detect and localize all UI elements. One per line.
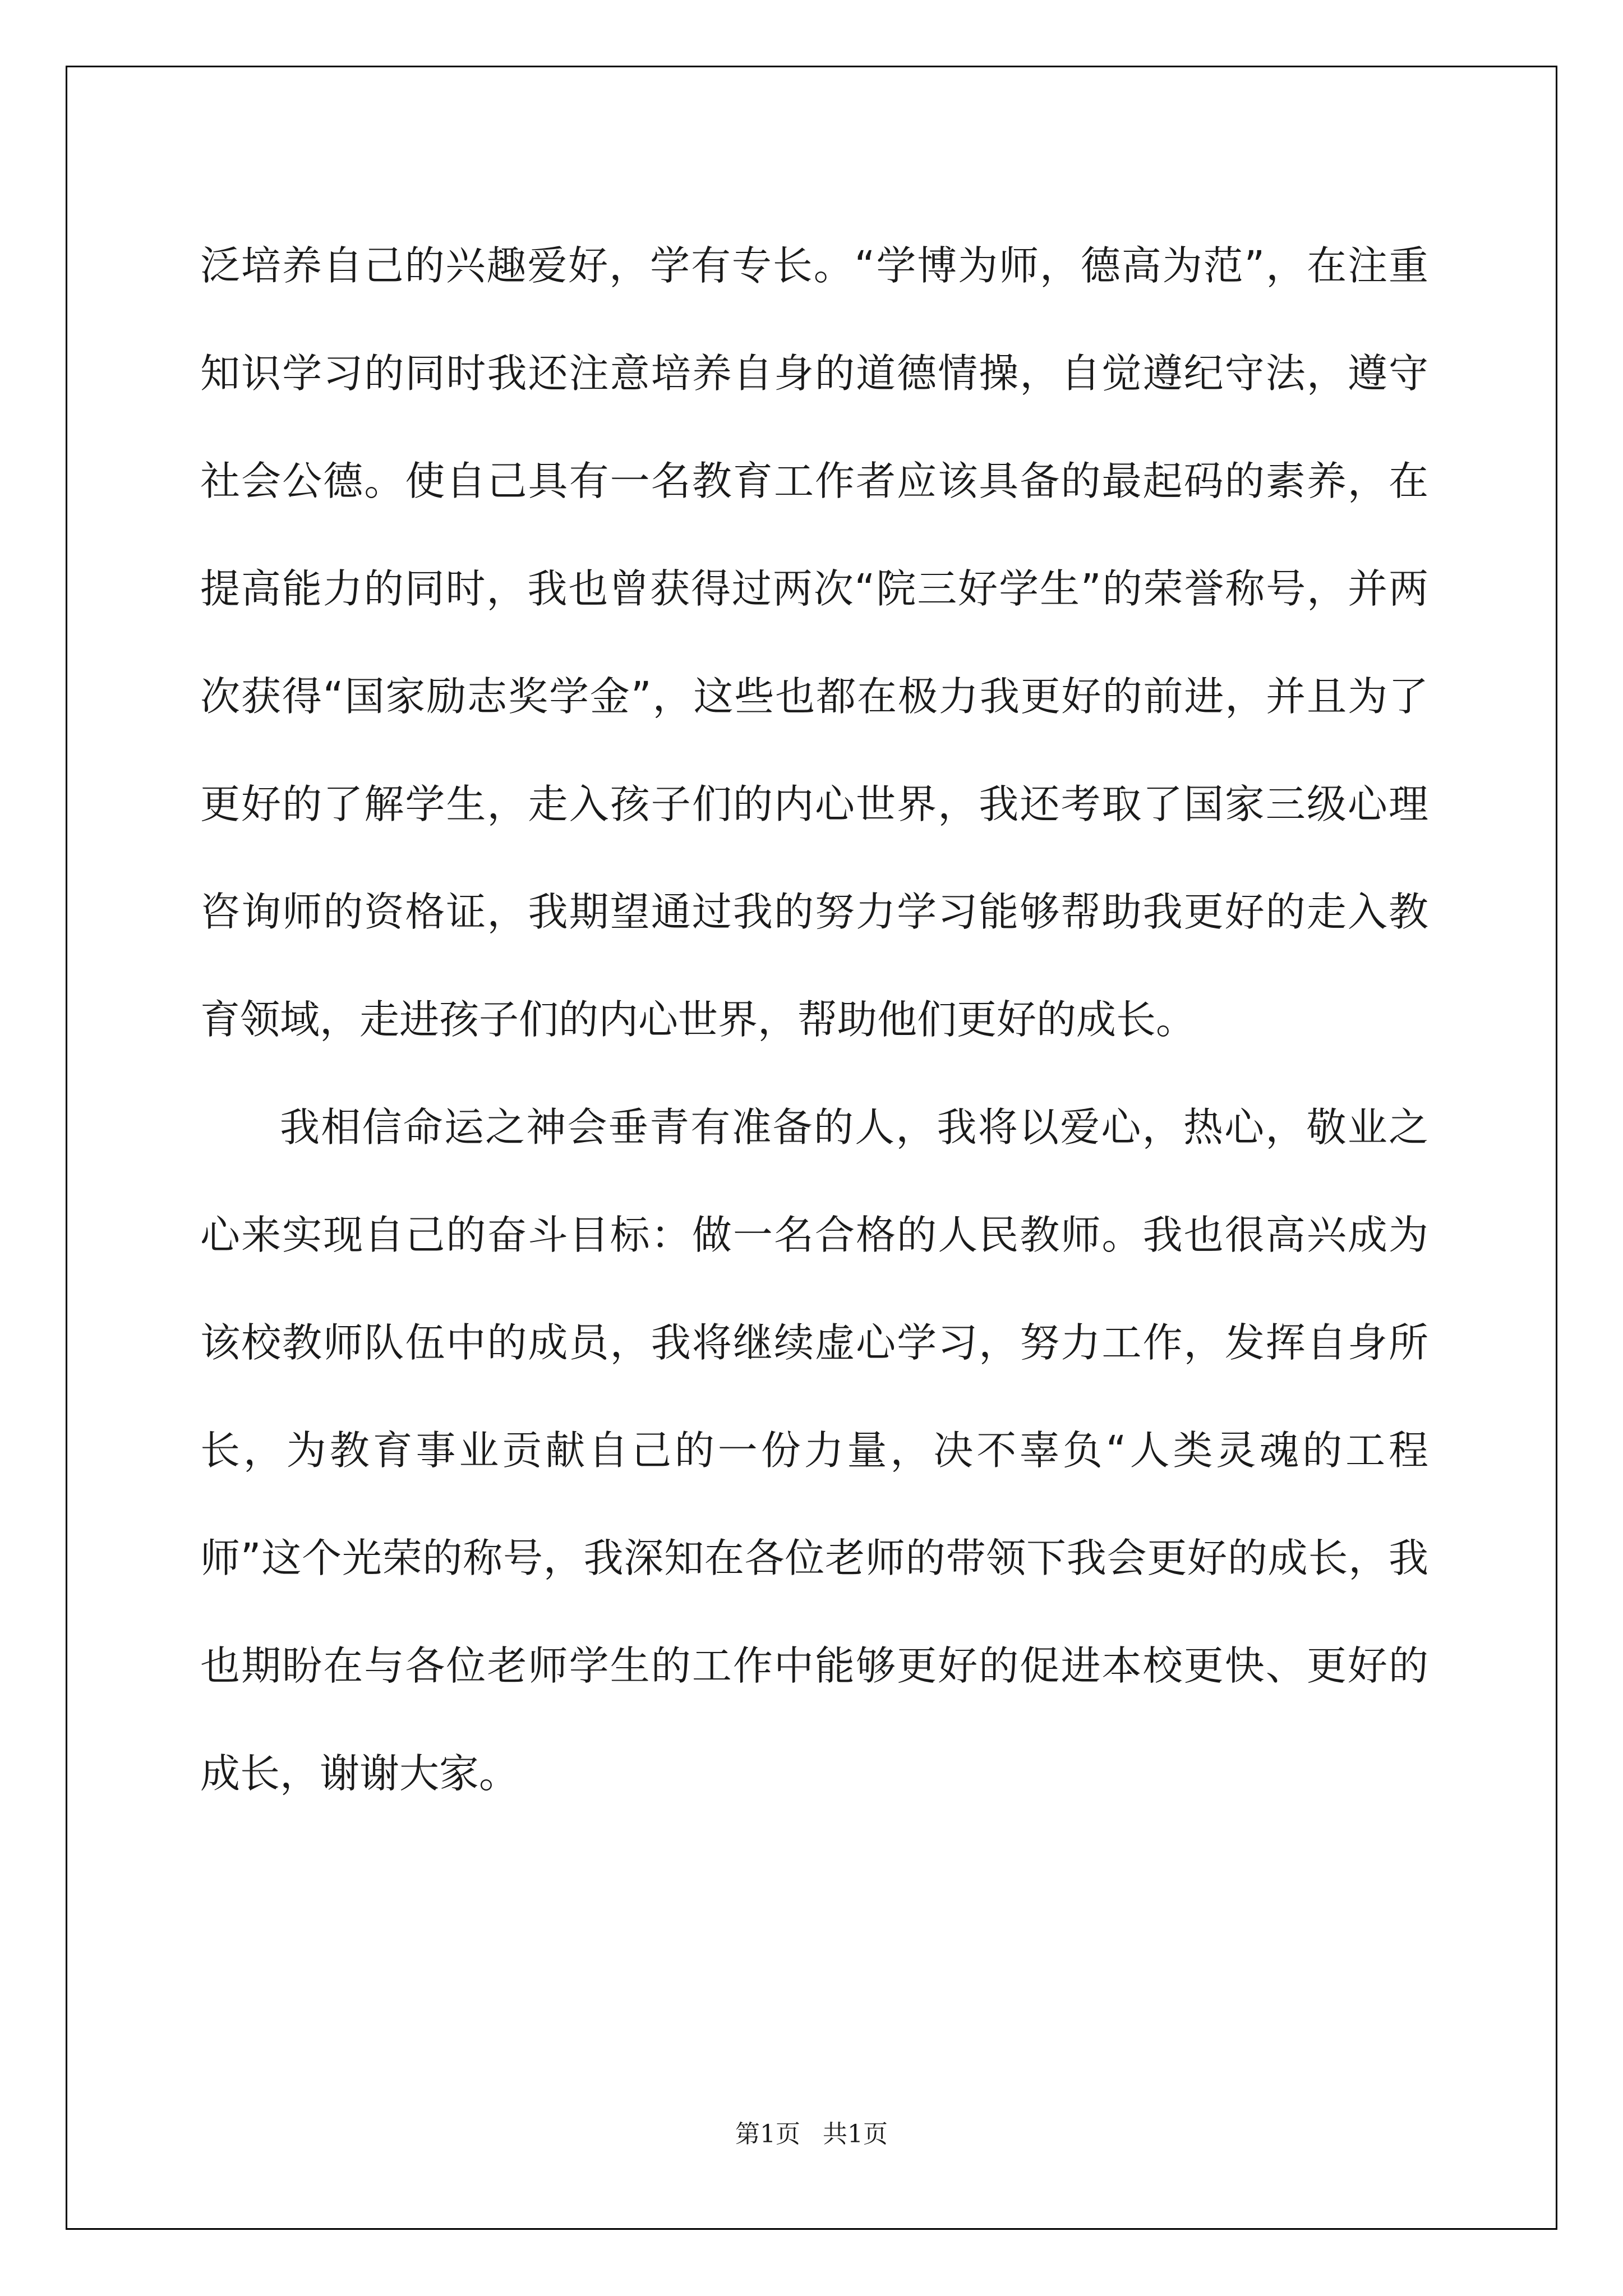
document-body: [200, 212, 1428, 1828]
page-footer: [0, 2114, 1623, 2150]
paragraph-2: 我相信命运之神会垂青有准备的人，我将以爱心，热心，敬业之心来实现自己的奋斗目标：做一名合格的人民教师。我也很高兴成为该校教师队伍中的成员，我将继续虚心学习，努力工作，发挥自身所长，为教育事业贡献自己的一份力量，决不辜负“人类灵魂的工程师”这个光荣的称号，我深知在各位老师的带领下我会更好的成长，我也期盼在与各位老师学生的工作中能够更好的促进本校更快、更好的成长，谢谢大家。: [200, 1104, 1428, 1797]
page-total: 共1页: [823, 2120, 888, 2148]
page-number: 第1页: [735, 2120, 800, 2148]
paragraph-1: 泛培养自己的兴趣爱好，学有专长。“学博为师，德高为范”，在注重知识学习的同时我还注意培养自身的道德情操，自觉遵纪守法，遵守社会公德。使自己具有一名教育工作者应该具备的最起码的素养，在提高能力的同时，我也曾获得过两次“院三好学生”的荣誉称号，并两次获得“国家励志奖学金”，这些也都在极力我更好的前进，并且为了更好的了解学生，走入孩子们的内心世界，我还考取了国家三级心理咨询师的资格证，我期望通过我的努力学习能够帮助我更好的走入教育领域，走进孩子们的内心世界，帮助他们更好的成长。: [200, 242, 1428, 1043]
